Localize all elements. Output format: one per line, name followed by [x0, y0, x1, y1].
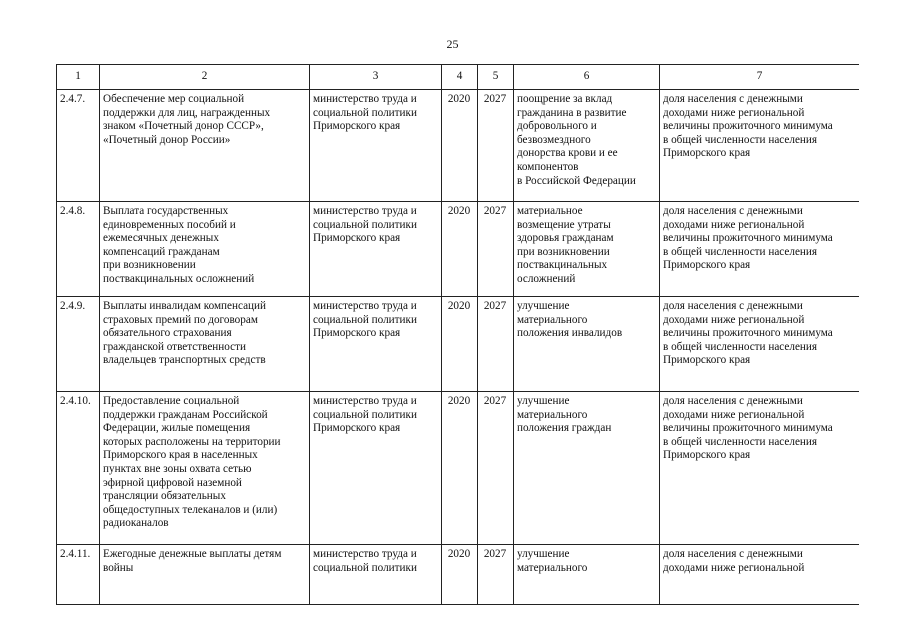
start-year: 2020 — [442, 297, 478, 392]
executor: министерство труда и социальной политики Приморского края — [310, 392, 442, 545]
table-row — [57, 90, 860, 202]
header-cell: 4 — [442, 65, 478, 90]
measure-name: Выплата государственных единовременных пособий и ежемесячных денежных компенсаций гражданам при возникновении поствакцинальных осложнений — [100, 202, 310, 297]
measures-table — [56, 64, 859, 605]
row-number: 2.4.8. — [57, 202, 100, 297]
executor: министерство труда и социальной политики Приморского края — [310, 202, 442, 297]
table-row — [57, 392, 860, 545]
measure-name: Ежегодные денежные выплаты детям войны — [100, 545, 310, 605]
table-row — [57, 545, 860, 605]
expected-result: материальное возмещение утраты здоровья гражданам при возникновении поствакцинальных осложнений — [514, 202, 660, 297]
indicator: доля населения с денежными доходами ниже региональной величины прожиточного минимума в общей численности населения Приморского края — [660, 202, 860, 297]
end-year: 2027 — [478, 545, 514, 605]
header-cell: 3 — [310, 65, 442, 90]
indicator: доля населения с денежными доходами ниже региональной величины прожиточного минимума в общей численности населения Приморского края — [660, 392, 860, 545]
expected-result: улучшение материального положения граждан — [514, 392, 660, 545]
measure-name: Обеспечение мер социальной поддержки для лиц, награжденных знаком «Почетный донор СССР», «Почетный донор России» — [100, 90, 310, 202]
table-row — [57, 297, 860, 392]
executor: министерство труда и социальной политики Приморского края — [310, 297, 442, 392]
executor: министерство труда и социальной политики Приморского края — [310, 90, 442, 202]
expected-result: улучшение материального положения инвалидов — [514, 297, 660, 392]
header-cell: 5 — [478, 65, 514, 90]
table-row — [57, 202, 860, 297]
start-year: 2020 — [442, 202, 478, 297]
end-year: 2027 — [478, 297, 514, 392]
header-cell: 6 — [514, 65, 660, 90]
header-cell: 7 — [660, 65, 860, 90]
row-number: 2.4.7. — [57, 90, 100, 202]
document-table-container — [56, 64, 859, 640]
row-number: 2.4.11. — [57, 545, 100, 605]
row-number: 2.4.9. — [57, 297, 100, 392]
measure-name: Выплаты инвалидам компенсаций страховых премий по договорам обязательного страхования гражданской ответственности владельцев транспортных средств — [100, 297, 310, 392]
start-year: 2020 — [442, 545, 478, 605]
end-year: 2027 — [478, 202, 514, 297]
start-year: 2020 — [442, 90, 478, 202]
expected-result: улучшение материального — [514, 545, 660, 605]
expected-result: поощрение за вклад гражданина в развитие добровольного и безвозмездного донорства крови и ее компонентов в Российской Федерации — [514, 90, 660, 202]
end-year: 2027 — [478, 392, 514, 545]
executor: министерство труда и социальной политики — [310, 545, 442, 605]
measure-name: Предоставление социальной поддержки гражданам Российской Федерации, жилые помещения которых расположены на территории Приморского края в населенных пунктах вне зоны охвата сетью эфирной цифровой наземной трансляции обязательных общедоступных телеканалов и (или) радиоканалов — [100, 392, 310, 545]
end-year: 2027 — [478, 90, 514, 202]
header-cell: 2 — [100, 65, 310, 90]
start-year: 2020 — [442, 392, 478, 545]
row-number: 2.4.10. — [57, 392, 100, 545]
indicator: доля населения с денежными доходами ниже региональной величины прожиточного минимума в общей численности населения Приморского края — [660, 90, 860, 202]
page-number: 25 — [446, 37, 459, 51]
indicator: доля населения с денежными доходами ниже региональной величины прожиточного минимума в общей численности населения Приморского края — [660, 297, 860, 392]
indicator: доля населения с денежными доходами ниже региональной — [660, 545, 860, 605]
header-cell: 1 — [57, 65, 100, 90]
table-header-row — [57, 65, 860, 90]
